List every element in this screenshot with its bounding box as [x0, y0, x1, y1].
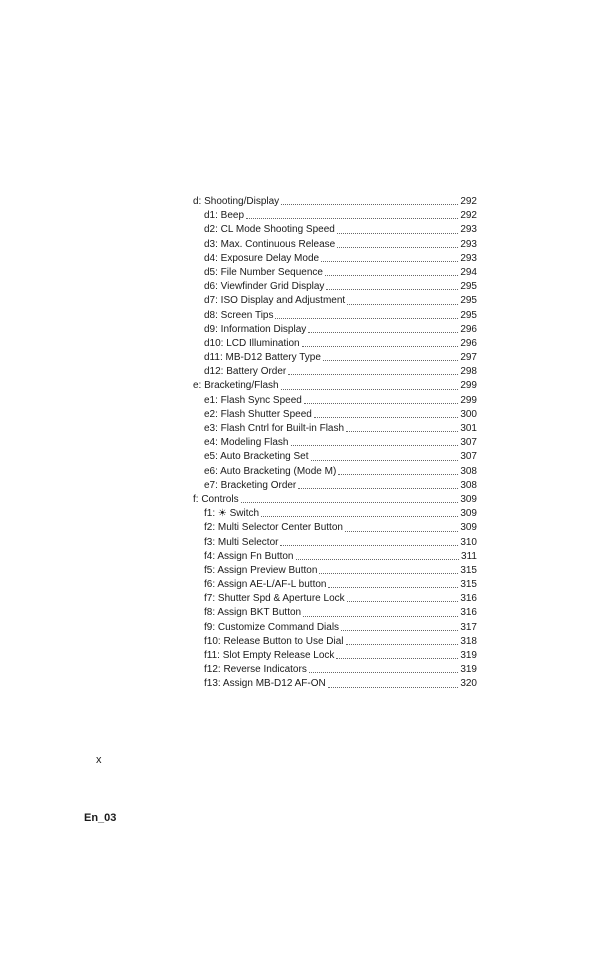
- toc-entry[interactable]: [193, 606, 477, 620]
- toc-entry-page: 308: [460, 465, 477, 477]
- toc-entry[interactable]: [193, 209, 477, 223]
- dot-leader: [298, 479, 458, 489]
- dot-leader: [280, 536, 458, 546]
- toc-entry-page: 299: [460, 394, 477, 406]
- dot-leader: [337, 224, 458, 234]
- toc-entry-page: 301: [460, 423, 477, 434]
- dot-leader: [314, 408, 458, 418]
- toc-entry-page: 315: [460, 564, 477, 576]
- toc-entry[interactable]: [193, 621, 477, 635]
- toc-entry-page: 307: [460, 437, 477, 449]
- dot-leader: [296, 550, 460, 560]
- toc-entry[interactable]: [193, 592, 477, 606]
- dot-leader: [303, 607, 458, 617]
- toc-entry-title: f12: Reverse Indicators: [204, 664, 307, 676]
- dot-leader: [338, 465, 458, 475]
- toc-entry-page: 297: [460, 352, 477, 364]
- toc-entry-title: f5: Assign Preview Button: [204, 564, 318, 576]
- toc-entry[interactable]: [193, 266, 477, 280]
- toc-entry-title: f11: Slot Empty Release Lock: [204, 650, 335, 661]
- toc-entry-page: 316: [460, 607, 477, 619]
- toc-entry[interactable]: [193, 323, 477, 337]
- toc-entry-title: d10: LCD Illumination: [204, 337, 300, 349]
- toc-entry-page: 307: [460, 451, 477, 463]
- toc-entry-page: 318: [460, 635, 477, 647]
- toc-entry[interactable]: [193, 337, 477, 351]
- dot-leader: [309, 663, 458, 673]
- dot-leader: [341, 621, 458, 631]
- toc-section-entry[interactable]: [193, 493, 477, 507]
- dot-leader: [347, 592, 459, 602]
- toc-entry[interactable]: [193, 408, 477, 422]
- toc-entry-page: 310: [460, 536, 477, 548]
- toc-entry[interactable]: [193, 578, 477, 592]
- dot-leader: [304, 394, 458, 404]
- toc-entry-title: f2: Multi Selector Center Button: [204, 522, 343, 534]
- toc-entry-title: d1: Beep: [204, 210, 245, 222]
- toc-entry-page: 315: [460, 579, 477, 591]
- dot-leader: [337, 238, 458, 248]
- dot-leader: [325, 266, 458, 276]
- toc-entry-page: 295: [460, 295, 477, 307]
- toc-entry-title: f4: Assign Fn Button: [204, 550, 294, 562]
- toc-entry-title: e6: Auto Bracketing (Mode M): [204, 465, 337, 477]
- toc-entry-title: d7: ISO Display and Adjustment: [204, 295, 346, 307]
- toc-entry-page: 319: [460, 664, 477, 676]
- toc-entry-title: f: Controls: [193, 493, 239, 505]
- dot-leader: [321, 252, 458, 262]
- toc-entry[interactable]: [193, 564, 477, 578]
- toc-entry[interactable]: [193, 677, 477, 691]
- dot-leader: [311, 451, 459, 461]
- toc-entry-title: f6: Assign AE-L/AF-L button: [204, 579, 327, 591]
- toc-entry[interactable]: [193, 223, 477, 237]
- dot-leader: [281, 195, 458, 205]
- toc-entry-title: e4: Modeling Flash: [204, 437, 289, 449]
- toc-entry-page: 300: [460, 408, 477, 420]
- dot-leader: [288, 365, 458, 375]
- toc-entry-title: d6: Viewfinder Grid Display: [204, 281, 325, 293]
- toc-entry-page: 294: [460, 266, 477, 278]
- toc-entry[interactable]: [193, 550, 477, 564]
- toc-entry-page: 296: [460, 337, 477, 349]
- toc-entry-page: 299: [460, 380, 477, 392]
- toc-entry[interactable]: [193, 309, 477, 323]
- toc-entry-page: 295: [460, 309, 477, 321]
- toc-entry-page: 309: [460, 493, 477, 505]
- toc-section-entry[interactable]: [193, 379, 477, 393]
- toc-entry[interactable]: [193, 465, 477, 479]
- toc-entry-page: 295: [460, 281, 477, 293]
- toc-entry[interactable]: [193, 450, 477, 464]
- dot-leader: [261, 507, 458, 517]
- dot-leader: [319, 564, 458, 574]
- toc-entry[interactable]: [193, 635, 477, 649]
- toc-entry-page: 320: [460, 678, 477, 690]
- dot-leader: [275, 309, 458, 319]
- dot-leader: [326, 280, 458, 290]
- toc-entry-page: 293: [460, 252, 477, 264]
- toc-entry-title: d5: File Number Sequence: [204, 266, 323, 278]
- dot-leader: [323, 351, 458, 361]
- toc-entry-page: 292: [460, 210, 477, 222]
- dot-leader: [346, 422, 458, 432]
- toc-entry[interactable]: [193, 294, 477, 308]
- dot-leader: [347, 295, 458, 305]
- toc-entry[interactable]: [193, 365, 477, 379]
- toc-entry-page: 293: [460, 238, 477, 250]
- toc-entry-title: d: Shooting/Display: [193, 196, 280, 207]
- toc-entry-title: d3: Max. Continuous Release: [204, 238, 336, 250]
- dot-leader: [308, 323, 458, 333]
- toc-entry-title: d11: MB-D12 Battery Type: [204, 352, 321, 364]
- footer-code: En_03: [84, 812, 117, 824]
- toc-entry[interactable]: [193, 521, 477, 535]
- toc-entry-page: 319: [460, 650, 477, 661]
- toc-entry[interactable]: [193, 351, 477, 365]
- toc-entry-page: 311: [461, 550, 477, 562]
- toc-entry-title: f8: Assign BKT Button: [204, 607, 302, 619]
- dot-leader: [328, 678, 459, 688]
- toc-entry-title: d4: Exposure Delay Mode: [204, 252, 320, 264]
- toc-entry-title: f7: Shutter Spd & Aperture Lock: [204, 593, 345, 605]
- toc-entry[interactable]: [193, 536, 477, 550]
- toc-entry-page: 292: [460, 196, 477, 207]
- toc-entry-page: 309: [460, 508, 477, 520]
- toc-entry-title: e1: Flash Sync Speed: [204, 394, 302, 406]
- toc-entry-title: f13: Assign MB-D12 AF-ON: [204, 678, 326, 690]
- dot-leader: [246, 209, 458, 219]
- toc-entry-title: f1: ☀ Switch: [204, 508, 260, 520]
- dot-leader: [346, 635, 459, 645]
- toc-entry[interactable]: [193, 280, 477, 294]
- dot-leader: [241, 493, 459, 503]
- toc-entry[interactable]: [193, 663, 477, 677]
- toc-entry-page: 293: [460, 224, 477, 236]
- dot-leader: [336, 649, 458, 659]
- toc-section-entry[interactable]: [193, 195, 477, 209]
- toc-entry[interactable]: [193, 436, 477, 450]
- dot-leader: [281, 380, 459, 390]
- toc-entry-page: 317: [460, 621, 477, 633]
- toc-entry[interactable]: [193, 394, 477, 408]
- toc-entry-title: e7: Bracketing Order: [204, 479, 297, 491]
- toc-entry-title: d8: Screen Tips: [204, 309, 274, 321]
- toc-entry[interactable]: [193, 649, 477, 663]
- toc-entry-page: 298: [460, 366, 477, 378]
- dot-leader: [302, 337, 459, 347]
- toc-entry[interactable]: [193, 422, 477, 436]
- dot-leader: [328, 578, 458, 588]
- toc-entry[interactable]: [193, 252, 477, 266]
- toc-entry-page: 308: [460, 479, 477, 491]
- toc-entry-title: d2: CL Mode Shooting Speed: [204, 224, 335, 236]
- toc-entry-page: 316: [460, 593, 477, 605]
- dot-leader: [291, 436, 459, 446]
- toc-entry[interactable]: [193, 507, 477, 521]
- page-number: x: [96, 754, 102, 766]
- dot-leader: [345, 522, 458, 532]
- toc-entry-title: d9: Information Display: [204, 323, 307, 335]
- toc-entry-title: f3: Multi Selector: [204, 536, 279, 548]
- toc-entry-title: e3: Flash Cntrl for Built-in Flash: [204, 423, 345, 434]
- toc-entry-title: d12: Battery Order: [204, 366, 287, 378]
- toc-entry-title: e5: Auto Bracketing Set: [204, 451, 309, 463]
- toc-entry[interactable]: [193, 238, 477, 252]
- toc-entry-title: f9: Customize Command Dials: [204, 621, 340, 633]
- table-of-contents: [193, 195, 477, 692]
- toc-entry-title: e: Bracketing/Flash: [193, 380, 279, 392]
- toc-entry[interactable]: [193, 479, 477, 493]
- toc-entry-title: e2: Flash Shutter Speed: [204, 408, 312, 420]
- toc-entry-page: 296: [460, 323, 477, 335]
- toc-entry-title: f10: Release Button to Use Dial: [204, 635, 344, 647]
- toc-entry-page: 309: [460, 522, 477, 534]
